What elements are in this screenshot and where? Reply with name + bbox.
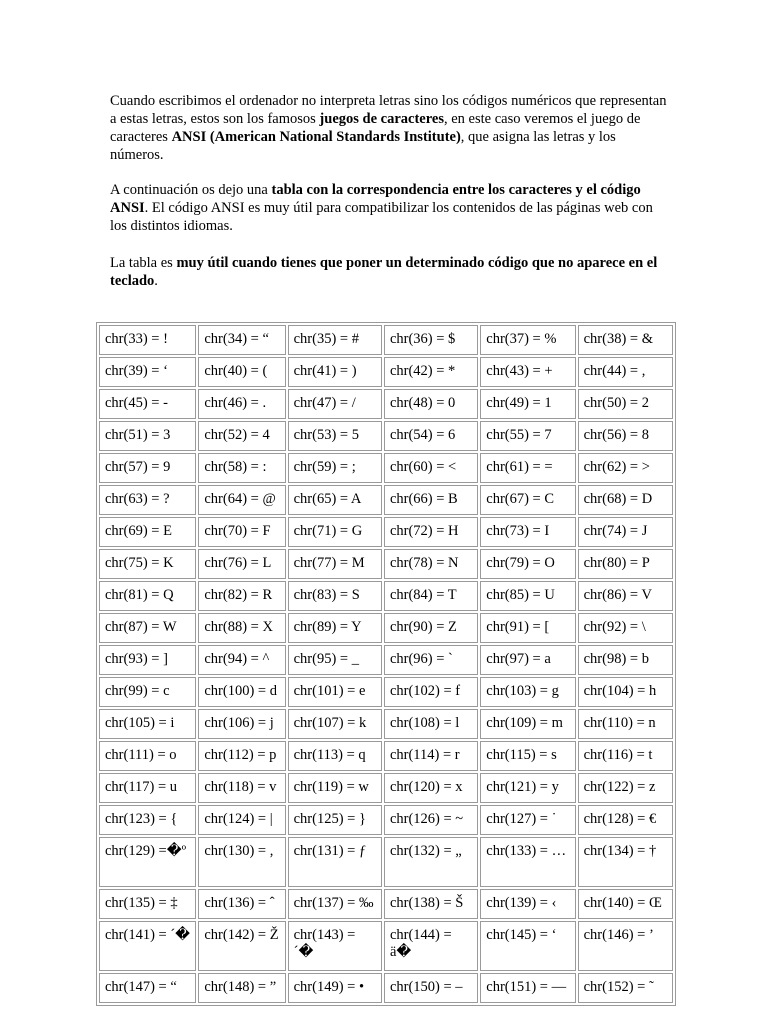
table-cell: chr(102) = f [384, 677, 478, 707]
table-cell: chr(33) = ! [99, 325, 196, 355]
table-cell: chr(130) = , [198, 837, 285, 887]
table-cell: chr(69) = E [99, 517, 196, 547]
table-cell: chr(41) = ) [288, 357, 382, 387]
table-cell: chr(108) = l [384, 709, 478, 739]
text-run: , que asigna las letras y los números. [110, 129, 616, 163]
table-cell: chr(53) = 5 [288, 421, 382, 451]
table-cell: chr(120) = x [384, 773, 478, 803]
table-cell: chr(111) = o [99, 741, 196, 771]
table-row [99, 645, 673, 675]
table-row [99, 677, 673, 707]
table-cell: chr(61) = = [480, 453, 575, 483]
bold-text-run: tabla con la correspondencia entre los caracteres y el código ANSI [110, 182, 641, 216]
table-cell: chr(86) = V [578, 581, 673, 611]
table-cell: chr(94) = ^ [198, 645, 285, 675]
table-cell: chr(110) = n [578, 709, 673, 739]
table-cell: chr(132) = „ [384, 837, 478, 887]
table-cell: chr(121) = y [480, 773, 575, 803]
table-cell: chr(104) = h [578, 677, 673, 707]
table-cell: chr(43) = + [480, 357, 575, 387]
text-run: A continuación os dejo una [110, 182, 272, 198]
text-run: Cuando escribimos el ordenador no interpreta letras sino los códigos numéricos que representan a estas letras, estos son los famosos [110, 93, 667, 127]
table-cell: chr(54) = 6 [384, 421, 478, 451]
table-cell: chr(42) = * [384, 357, 478, 387]
table-cell: chr(137) = ‰ [288, 889, 382, 919]
table-cell: chr(131) = ƒ [288, 837, 382, 887]
table-row [99, 773, 673, 803]
table-cell: chr(138) = Š [384, 889, 478, 919]
table-cell: chr(122) = z [578, 773, 673, 803]
table-cell: chr(64) = @ [198, 485, 285, 515]
table-cell: chr(105) = i [99, 709, 196, 739]
table-cell: chr(101) = e [288, 677, 382, 707]
table-cell: chr(38) = & [578, 325, 673, 355]
table-cell: chr(128) = € [578, 805, 673, 835]
table-cell: chr(57) = 9 [99, 453, 196, 483]
table-row [99, 549, 673, 579]
table-cell: chr(109) = m [480, 709, 575, 739]
table-cell: chr(145) = ‘ [480, 921, 575, 971]
table-row [99, 389, 673, 419]
table-cell: chr(58) = : [198, 453, 285, 483]
table-cell: chr(48) = 0 [384, 389, 478, 419]
table-row [99, 709, 673, 739]
bold-text-run: juegos de caracteres [319, 111, 444, 127]
table-cell: chr(50) = 2 [578, 389, 673, 419]
table-cell: chr(139) = ‹ [480, 889, 575, 919]
ansi-table-container [96, 322, 676, 1006]
table-cell: chr(89) = Y [288, 613, 382, 643]
table-cell: chr(80) = P [578, 549, 673, 579]
table-cell: chr(134) = † [578, 837, 673, 887]
table-cell: chr(76) = L [198, 549, 285, 579]
table-row [99, 805, 673, 835]
table-cell: chr(143) = ´� [288, 921, 382, 971]
table-cell: chr(68) = D [578, 485, 673, 515]
table-cell: chr(129) =�º [99, 837, 196, 887]
table-cell: chr(82) = R [198, 581, 285, 611]
table-cell: chr(119) = w [288, 773, 382, 803]
table-cell: chr(75) = K [99, 549, 196, 579]
table-cell: chr(60) = < [384, 453, 478, 483]
table-cell: chr(115) = s [480, 741, 575, 771]
table-cell: chr(136) = ˆ [198, 889, 285, 919]
table-cell: chr(103) = g [480, 677, 575, 707]
table-cell: chr(79) = O [480, 549, 575, 579]
table-cell: chr(99) = c [99, 677, 196, 707]
table-cell: chr(149) = • [288, 973, 382, 1003]
table-cell: chr(77) = M [288, 549, 382, 579]
intro-paragraph [110, 92, 670, 164]
table-cell: chr(127) = ˙ [480, 805, 575, 835]
table-cell: chr(151) = — [480, 973, 575, 1003]
table-cell: chr(40) = ( [198, 357, 285, 387]
table-cell: chr(62) = > [578, 453, 673, 483]
table-cell: chr(123) = { [99, 805, 196, 835]
table-cell: chr(96) = ` [384, 645, 478, 675]
table-cell: chr(148) = ” [198, 973, 285, 1003]
ansi-table-body [99, 325, 673, 1003]
table-cell: chr(116) = t [578, 741, 673, 771]
table-cell: chr(49) = 1 [480, 389, 575, 419]
table-cell: chr(90) = Z [384, 613, 478, 643]
table-cell: chr(112) = p [198, 741, 285, 771]
table-cell: chr(88) = X [198, 613, 285, 643]
table-row [99, 485, 673, 515]
table-cell: chr(51) = 3 [99, 421, 196, 451]
table-cell: chr(91) = [ [480, 613, 575, 643]
table-cell: chr(92) = \ [578, 613, 673, 643]
table-cell: chr(140) = Œ [578, 889, 673, 919]
table-cell: chr(117) = u [99, 773, 196, 803]
table-cell: chr(125) = } [288, 805, 382, 835]
usefulness-paragraph [110, 254, 670, 290]
text-run: . El código ANSI es muy útil para compatibilizar los contenidos de las páginas web con los distintos idiomas. [110, 200, 653, 234]
table-cell: chr(95) = _ [288, 645, 382, 675]
table-cell: chr(83) = S [288, 581, 382, 611]
table-cell: chr(93) = ] [99, 645, 196, 675]
table-cell: chr(72) = H [384, 517, 478, 547]
table-row [99, 613, 673, 643]
table-cell: chr(98) = b [578, 645, 673, 675]
table-cell: chr(59) = ; [288, 453, 382, 483]
table-row [99, 581, 673, 611]
table-row [99, 421, 673, 451]
table-cell: chr(35) = # [288, 325, 382, 355]
table-cell: chr(73) = I [480, 517, 575, 547]
text-run: La tabla es [110, 255, 177, 271]
table-cell: chr(71) = G [288, 517, 382, 547]
table-description-paragraph [110, 181, 670, 235]
table-row [99, 837, 673, 887]
table-cell: chr(124) = | [198, 805, 285, 835]
table-cell: chr(39) = ‘ [99, 357, 196, 387]
table-cell: chr(66) = B [384, 485, 478, 515]
table-cell: chr(142) = Ž [198, 921, 285, 971]
table-cell: chr(97) = a [480, 645, 575, 675]
table-cell: chr(84) = T [384, 581, 478, 611]
table-row [99, 973, 673, 1003]
table-cell: chr(52) = 4 [198, 421, 285, 451]
table-cell: chr(147) = “ [99, 973, 196, 1003]
table-cell: chr(55) = 7 [480, 421, 575, 451]
table-row [99, 453, 673, 483]
table-cell: chr(37) = % [480, 325, 575, 355]
table-cell: chr(65) = A [288, 485, 382, 515]
table-cell: chr(118) = v [198, 773, 285, 803]
table-cell: chr(87) = W [99, 613, 196, 643]
table-cell: chr(150) = – [384, 973, 478, 1003]
table-cell: chr(34) = “ [198, 325, 285, 355]
table-cell: chr(135) = ‡ [99, 889, 196, 919]
table-cell: chr(114) = r [384, 741, 478, 771]
table-cell: chr(81) = Q [99, 581, 196, 611]
table-cell: chr(146) = ’ [578, 921, 673, 971]
table-cell: chr(106) = j [198, 709, 285, 739]
table-cell: chr(74) = J [578, 517, 673, 547]
table-cell: chr(36) = $ [384, 325, 478, 355]
table-cell: chr(46) = . [198, 389, 285, 419]
table-cell: chr(63) = ? [99, 485, 196, 515]
table-cell: chr(44) = , [578, 357, 673, 387]
table-cell: chr(113) = q [288, 741, 382, 771]
table-row [99, 325, 673, 355]
table-cell: chr(100) = d [198, 677, 285, 707]
table-cell: chr(152) = ˜ [578, 973, 673, 1003]
table-cell: chr(45) = - [99, 389, 196, 419]
table-cell: chr(107) = k [288, 709, 382, 739]
table-row [99, 741, 673, 771]
table-cell: chr(133) = … [480, 837, 575, 887]
table-cell: chr(126) = ~ [384, 805, 478, 835]
table-cell: chr(144) = ä� [384, 921, 478, 971]
table-cell: chr(56) = 8 [578, 421, 673, 451]
table-row [99, 517, 673, 547]
table-cell: chr(78) = N [384, 549, 478, 579]
table-row [99, 921, 673, 971]
text-run: , en este caso veremos el juego de caracteres [110, 111, 641, 145]
table-row [99, 357, 673, 387]
text-run: . [154, 273, 158, 289]
bold-text-run: ANSI (American National Standards Institute) [171, 129, 461, 145]
table-cell: chr(67) = C [480, 485, 575, 515]
bold-text-run: muy útil cuando tienes que poner un determinado código que no aparece en el teclado [110, 255, 658, 289]
table-cell: chr(141) = ´� [99, 921, 196, 971]
table-row [99, 889, 673, 919]
ansi-character-table [97, 323, 675, 1005]
table-cell: chr(70) = F [198, 517, 285, 547]
table-cell: chr(47) = / [288, 389, 382, 419]
table-cell: chr(85) = U [480, 581, 575, 611]
